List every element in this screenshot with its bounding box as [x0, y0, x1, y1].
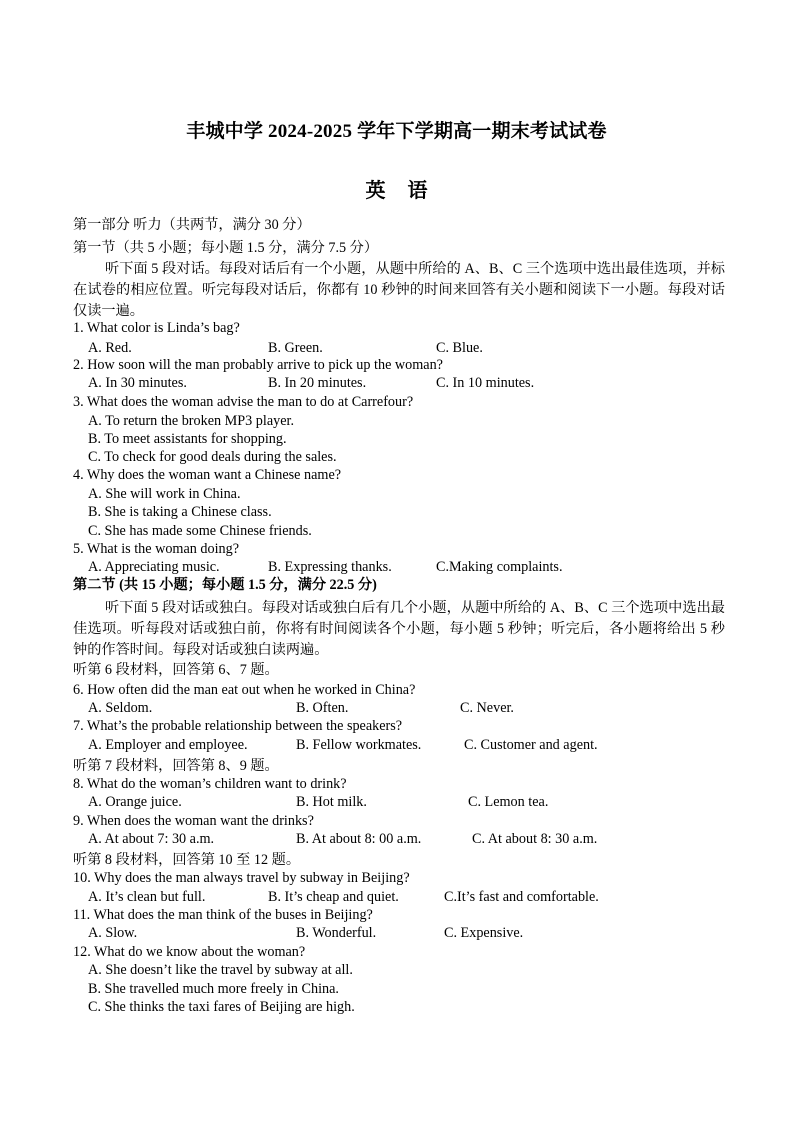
- question-9-stem: 9. When does the woman want the drinks?: [73, 813, 314, 829]
- question-10-option-a: A. It’s clean but full.: [88, 889, 206, 905]
- question-6-stem: 6. How often did the man eat out when he worked in China?: [73, 682, 416, 698]
- section1-heading: 第一节（共 5 小题；每小题 1.5 分，满分 7.5 分）: [73, 240, 379, 256]
- material-8-prompt: 听第 8 段材料，回答第 10 至 12 题。: [73, 852, 301, 868]
- question-5-option-c: C.Making complaints.: [436, 559, 563, 575]
- question-11-option-b: B. Wonderful.: [296, 925, 377, 941]
- question-5-stem: 5. What is the woman doing?: [73, 541, 240, 557]
- question-7-option-a: A. Employer and employee.: [88, 737, 248, 753]
- question-2-option-b: B. In 20 minutes.: [268, 375, 367, 391]
- part1-heading: 第一部分 听力（共两节，满分 30 分）: [73, 217, 311, 233]
- subject-title: 英语: [365, 180, 450, 202]
- question-1-option-a: A. Red.: [88, 340, 132, 356]
- question-7-option-b: B. Fellow workmates.: [296, 737, 422, 753]
- section1-instructions: 听下面 5 段对话。每段对话后有一个小题，从题中所给的 A、B、C 三个选项中选出最佳选项，并标在试卷的相应位置。听完每段对话后，你都有 10 秒钟的时间来回答有关小题和阅读下一小题。每段对话仅读一遍。: [73, 261, 725, 319]
- question-5-option-b: B. Expressing thanks.: [268, 559, 392, 575]
- question-5-option-a: A. Appreciating music.: [88, 559, 220, 575]
- question-8-option-a: A. Orange juice.: [88, 794, 182, 810]
- exam-title: 丰城中学 2024-2025 学年下学期高一期末考试试卷: [186, 121, 607, 142]
- question-9-option-a: A. At about 7: 30 a.m.: [88, 831, 215, 847]
- question-3-option-a: A. To return the broken MP3 player.: [88, 413, 295, 429]
- question-1-option-c: C. Blue.: [436, 340, 483, 356]
- question-12-stem: 12. What do we know about the woman?: [73, 944, 306, 960]
- question-10-option-c: C.It’s fast and comfortable.: [444, 889, 599, 905]
- question-12-option-b: B. She travelled much more freely in China.: [88, 981, 339, 997]
- material-7-prompt: 听第 7 段材料，回答第 8、9 题。: [73, 758, 279, 774]
- question-11-option-c: C. Expensive.: [444, 925, 524, 941]
- question-2-option-c: C. In 10 minutes.: [436, 375, 535, 391]
- question-6-option-b: B. Often.: [296, 700, 349, 716]
- question-4-stem: 4. Why does the woman want a Chinese name?: [73, 467, 342, 483]
- question-12-option-a: A. She doesn’t like the travel by subway at all.: [88, 962, 353, 978]
- question-9-option-b: B. At about 8: 00 a.m.: [296, 831, 422, 847]
- question-8-option-c: C. Lemon tea.: [468, 794, 549, 810]
- question-1-option-b: B. Green.: [268, 340, 323, 356]
- question-6-option-c: C. Never.: [460, 700, 514, 716]
- question-8-stem: 8. What do the woman’s children want to drink?: [73, 776, 347, 792]
- material-6-prompt: 听第 6 段材料，回答第 6、7 题。: [73, 662, 279, 678]
- question-8-option-b: B. Hot milk.: [296, 794, 367, 810]
- question-2-stem: 2. How soon will the man probably arrive to pick up the woman?: [73, 357, 443, 373]
- section2-instructions: 听下面 5 段对话或独白。每段对话或独白后有几个小题，从题中所给的 A、B、C 三个选项中选出最佳选项。听每段对话或独白前，你将有时间阅读各个小题，每小题 5 秒钟；听完后，各小题将给出 5 秒钟的作答时间。每段对话或独白读两遍。: [73, 600, 725, 658]
- question-10-option-b: B. It’s cheap and quiet.: [268, 889, 399, 905]
- question-3-stem: 3. What does the woman advise the man to do at Carrefour?: [73, 394, 414, 410]
- question-1-stem: 1. What color is Linda’s bag?: [73, 320, 240, 336]
- question-3-option-c: C. To check for good deals during the sales.: [88, 449, 337, 465]
- section2-heading: 第二节 (共 15 小题；每小题 1.5 分，满分 22.5 分): [73, 577, 377, 593]
- question-11-option-a: A. Slow.: [88, 925, 138, 941]
- question-2-option-a: A. In 30 minutes.: [88, 375, 187, 391]
- question-10-stem: 10. Why does the man always travel by subway in Beijing?: [73, 870, 410, 886]
- question-11-stem: 11. What does the man think of the buses in Beijing?: [73, 907, 373, 923]
- question-4-option-b: B. She is taking a Chinese class.: [88, 504, 272, 520]
- question-3-option-b: B. To meet assistants for shopping.: [88, 431, 287, 447]
- question-7-option-c: C. Customer and agent.: [464, 737, 598, 753]
- question-12-option-c: C. She thinks the taxi fares of Beijing are high.: [88, 999, 355, 1015]
- question-7-stem: 7. What’s the probable relationship between the speakers?: [73, 718, 403, 734]
- question-4-option-c: C. She has made some Chinese friends.: [88, 523, 312, 539]
- question-4-option-a: A. She will work in China.: [88, 486, 241, 502]
- question-6-option-a: A. Seldom.: [88, 700, 153, 716]
- question-9-option-c: C. At about 8: 30 a.m.: [472, 831, 598, 847]
